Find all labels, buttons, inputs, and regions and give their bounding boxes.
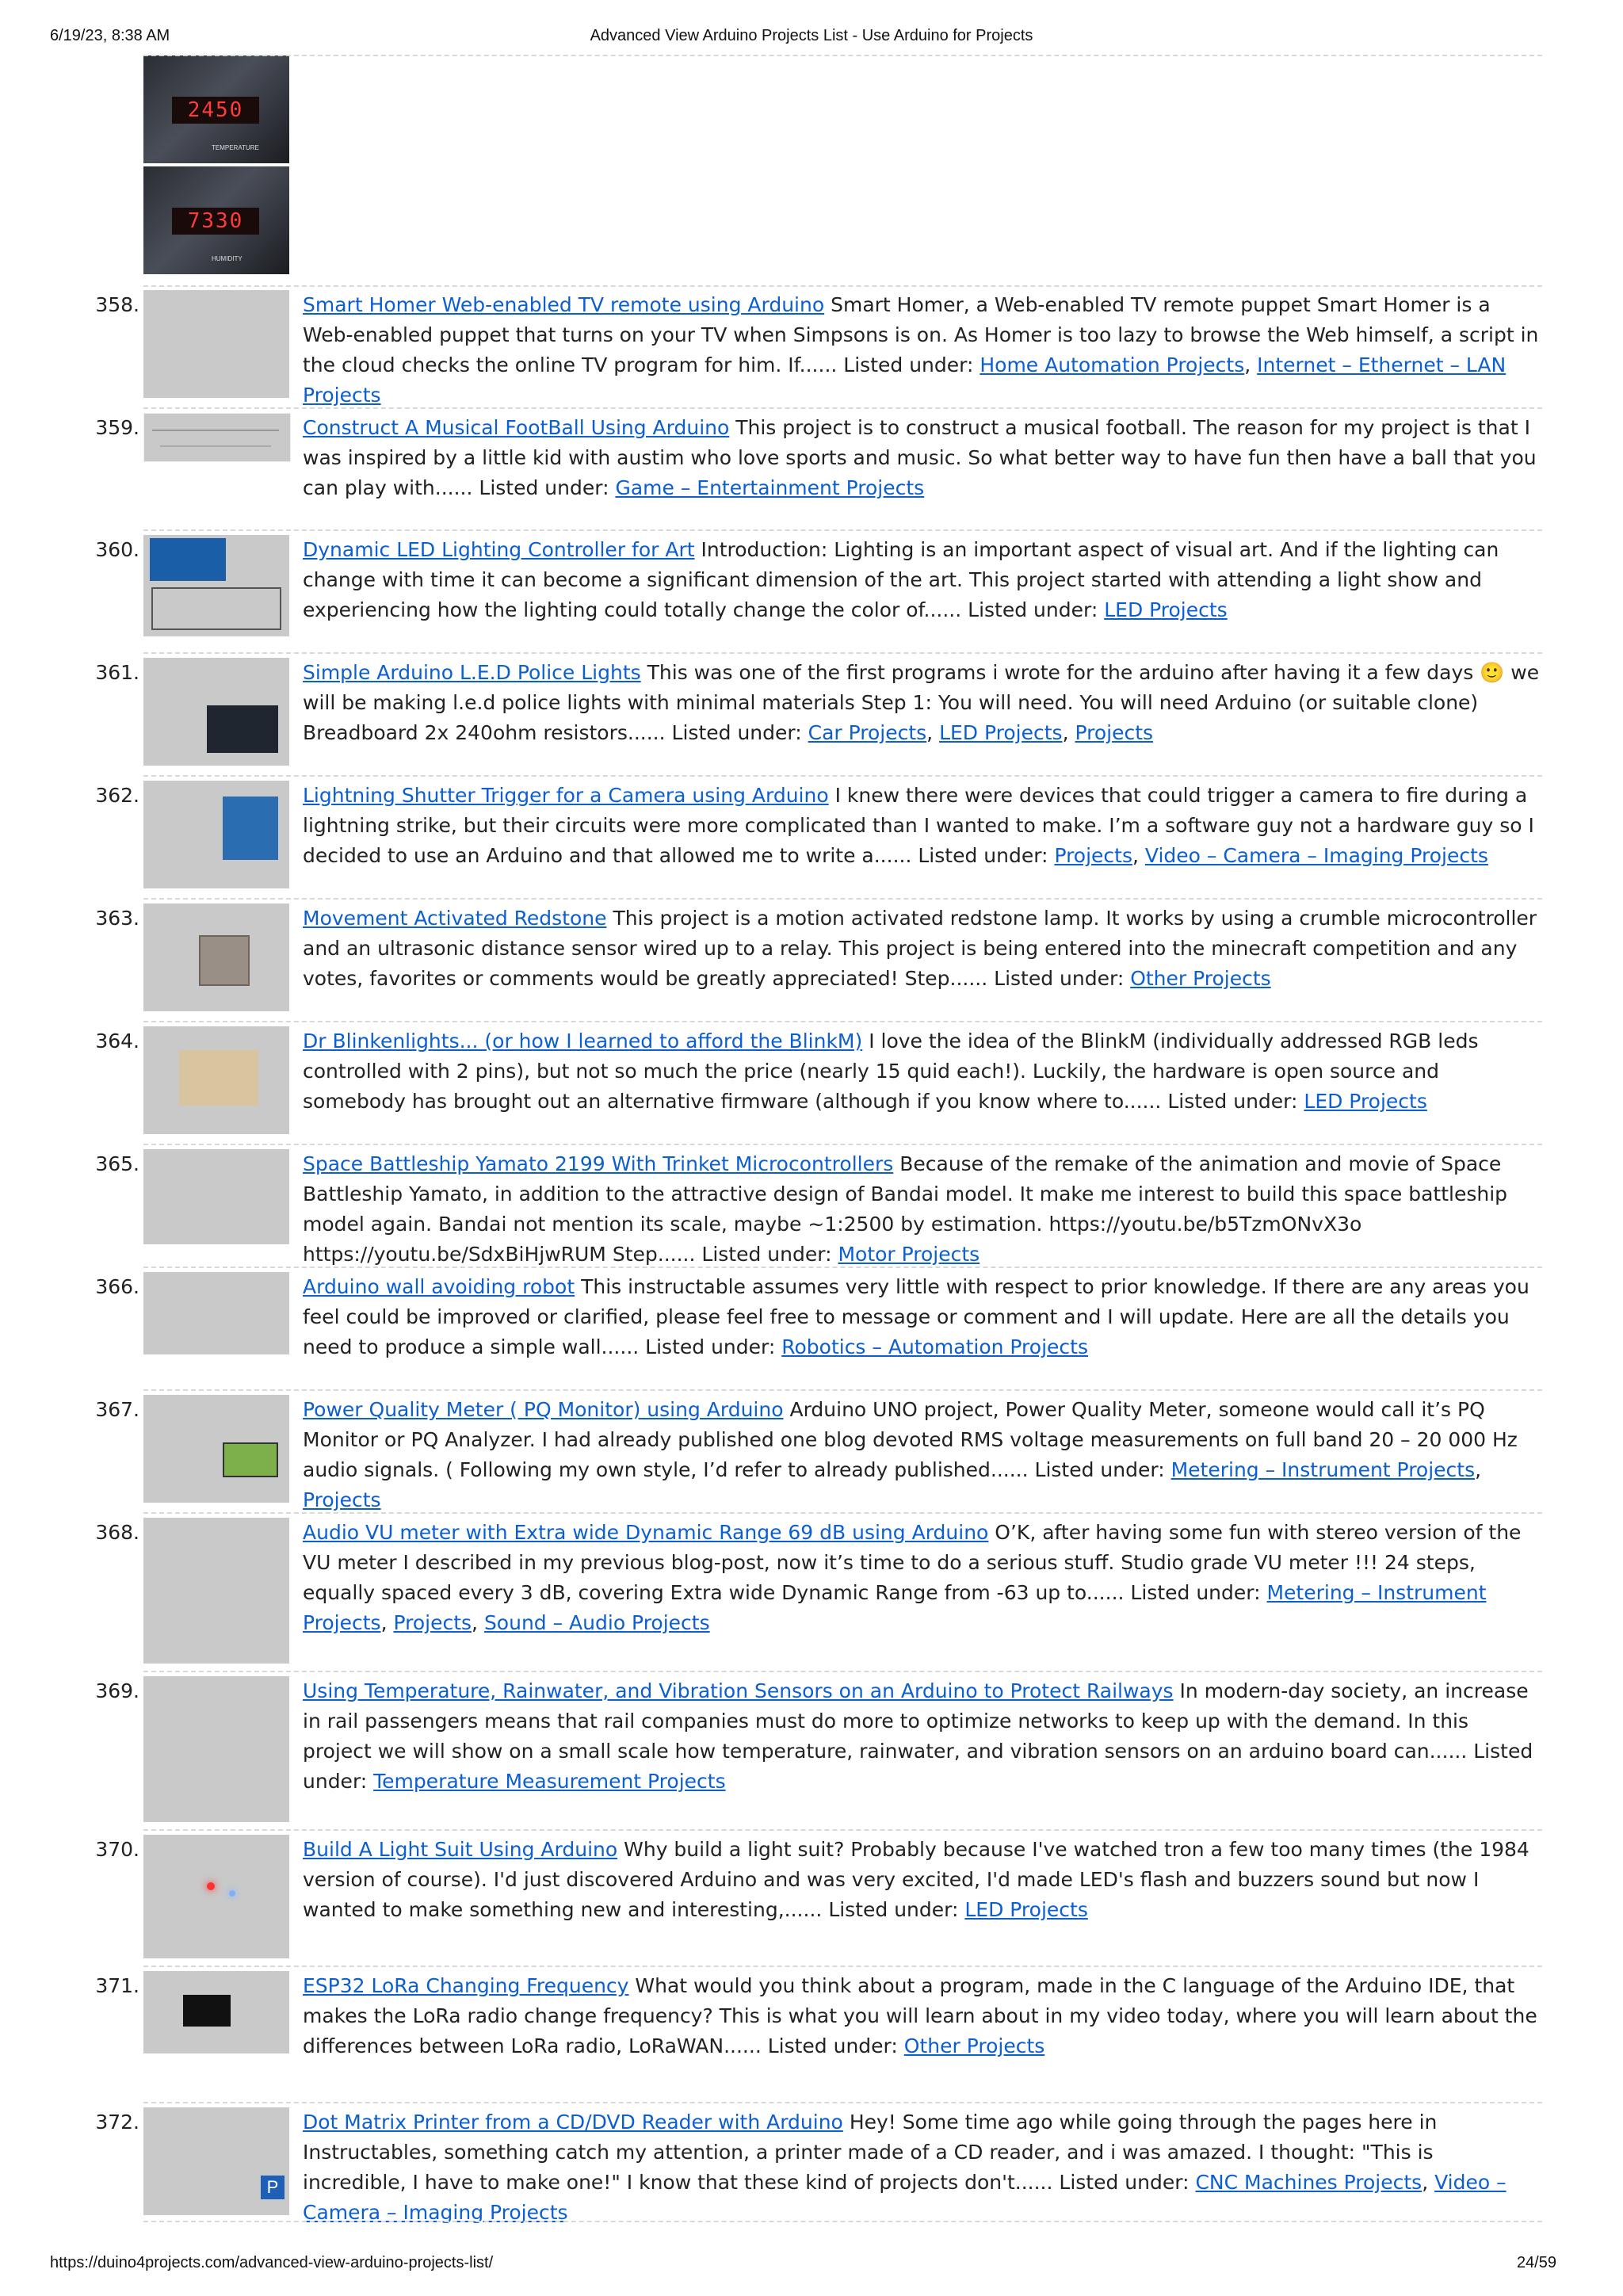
item-title-link[interactable]: Dr Blinkenlights... (or how I learned to afford the BlinkM)	[303, 1030, 863, 1052]
item-thumbnail[interactable]	[143, 1395, 289, 1503]
item-description: Hey! Some time ago while going through the pages here in Instructables, something catch my attention, a printer made of a CD reader, and i was amazed. I thought: "This is incredible, I have to make one!" I know that these kind of projects don't......	[303, 2111, 1438, 2194]
separator	[143, 1966, 1542, 1967]
item-number: 370.	[95, 1838, 139, 1861]
category-link[interactable]: Motor Projects	[838, 1243, 980, 1266]
item-number: 369.	[95, 1679, 139, 1702]
item-number: 358.	[95, 293, 139, 316]
category-link[interactable]: Other Projects	[903, 2034, 1045, 2057]
page-indicator: 24/59	[1516, 2254, 1556, 2271]
item-title-link[interactable]: Power Quality Meter ( PQ Monitor) using Arduino	[303, 1398, 784, 1421]
listed-under-label: Listed under:	[968, 598, 1098, 621]
item-description: This was one of the first programs i wrote for the arduino after having it a few days 🙂 we will be making l.e.d police lights with minimal materials Step 1: You will need. You will need Arduino (or suitable clone) Breadboard 2x 240ohm resistors......	[303, 661, 1540, 744]
item-description: This project is to construct a musical football. The reason for my project is that I was inspired by a little kid with austim who love sports and music. So what better way to have fun then have a ball that you can play with......	[303, 416, 1537, 499]
listed-under-label: Listed under:	[479, 476, 609, 499]
print-url: https://duino4projects.com/advanced-view-arduino-projects-list/	[50, 2254, 494, 2271]
category-link[interactable]: Home Automation Projects	[980, 353, 1245, 376]
category-link[interactable]: Projects	[393, 1611, 472, 1634]
item-title-link[interactable]: Arduino wall avoiding robot	[303, 1275, 575, 1298]
category-link[interactable]: LED Projects	[1104, 598, 1228, 621]
item-text: Smart Homer Web-enabled TV remote using Arduino Smart Homer, a Web-enabled TV remote puppet Smart Homer is a Web-enabled puppet that turns on your TV when Simpsons is on. As Homer is too lazy to browse the Web himself, a script in the cloud checks the online TV program for him. If...... Listed under: Home Automation Projects, Internet – Ethernet – LAN Projects	[303, 293, 1539, 407]
category-link[interactable]: Metering – Instrument Projects	[303, 1581, 1487, 1634]
display-caption: TEMPERATURE	[212, 144, 259, 151]
item-thumbnail[interactable]	[143, 413, 291, 462]
item-title-link[interactable]: Using Temperature, Rainwater, and Vibration Sensors on an Arduino to Protect Railways	[303, 1679, 1174, 1702]
listed-under-label: Listed under:	[645, 1335, 776, 1358]
item-number: 366.	[95, 1275, 139, 1298]
category-link[interactable]: LED Projects	[939, 721, 1063, 744]
separator	[143, 1512, 1542, 1514]
separator	[143, 1389, 1542, 1391]
print-datetime: 6/19/23, 8:38 AM	[50, 27, 170, 44]
item-thumbnail[interactable]	[143, 904, 289, 1011]
item-text: Power Quality Meter ( PQ Monitor) using Arduino Arduino UNO project, Power Quality Meter, someone would call it’s PQ Monitor or PQ Analyzer. I had already published one blog devoted RMS voltage measurements on full band 20 – 20 000 Hz audio signals. ( Following my own style, I’d refer to already published...... Listed under: Metering – Instrument Projects, Projects	[303, 1398, 1518, 1511]
previous-item-continuation	[143, 55, 1542, 285]
item-title-link[interactable]: Simple Arduino L.E.D Police Lights	[303, 661, 641, 684]
listed-under-label: Listed under:	[843, 353, 974, 376]
item-number: 365.	[95, 1152, 139, 1175]
listed-under-label: Listed under:	[828, 1898, 959, 1921]
separator	[143, 1021, 1542, 1022]
separator	[143, 55, 1542, 56]
item-description: O’K, after having some fun with stereo version of the VU meter I described in my previous blog-post, now it’s time to do a serious stuff. Studio grade VU meter !!! 24 steps, equally spaced every 3 dB, covering Extra wide Dynamic Range from -63 up to......	[303, 1521, 1522, 1604]
item-description: This project is a motion activated redstone lamp. It works by using a crumble microcontroller and an ultrasonic distance sensor wired up to a relay. This project is being entered into the minecraft competition and any votes, favorites or comments would be greatly appreciated! Step......	[303, 907, 1537, 990]
item-thumbnail[interactable]	[143, 1518, 289, 1664]
category-link[interactable]: Video – Camera – Imaging Projects	[303, 2171, 1507, 2224]
listed-under-label: Listed under:	[994, 967, 1125, 990]
item-text	[303, 1026, 1542, 1117]
category-link[interactable]: Video – Camera – Imaging Projects	[1144, 844, 1488, 867]
item-text	[303, 1272, 1542, 1362]
item-number: 363.	[95, 907, 139, 930]
item-thumbnail[interactable]	[143, 2107, 289, 2215]
separator	[143, 1671, 1542, 1672]
category-link[interactable]: LED Projects	[1304, 1090, 1427, 1113]
item-description: Introduction: Lighting is an important aspect of visual art. And if the lighting can change with time it can become a significant dimension of the art. This project started with attending a light show and experiencing how the lighting could totally change the color of......	[303, 538, 1499, 621]
item-description: I knew there were devices that could trigger a camera to fire during a lightning strike, but their circuits were more complicated than I wanted to make. I’m a software guy not a hardware guy so I decided to use an Arduino and that allowed me to write a......	[303, 784, 1534, 867]
item-thumbnail[interactable]	[143, 781, 289, 888]
item-thumbnail[interactable]	[143, 1149, 289, 1244]
item-thumbnail[interactable]	[143, 1026, 289, 1134]
item-text: Dot Matrix Printer from a CD/DVD Reader with Arduino Hey! Some time ago while going through the pages here in Instructables, something catch my attention, a printer made of a CD reader, and i was amazed. I thought: "This is incredible, I have to make one!" I know that these kind of projects don't...... Listed under: CNC Machines Projects, Video – Camera – Imaging Projects	[303, 2111, 1507, 2224]
item-number: 364.	[95, 1030, 139, 1052]
item-title-link[interactable]: Dynamic LED Lighting Controller for Art	[303, 538, 695, 561]
item-title-link[interactable]: Dot Matrix Printer from a CD/DVD Reader with Arduino	[303, 2111, 843, 2134]
category-link[interactable]: Game – Entertainment Projects	[615, 476, 925, 499]
item-text	[303, 904, 1542, 994]
category-link[interactable]: Robotics – Automation Projects	[781, 1335, 1088, 1358]
listed-under-label: Listed under:	[1130, 1581, 1261, 1604]
listed-under-label: Listed under:	[1034, 1458, 1165, 1481]
item-title-link[interactable]: Audio VU meter with Extra wide Dynamic Range 69 dB using Arduino	[303, 1521, 989, 1544]
item-thumbnail[interactable]	[143, 535, 289, 636]
item-description: What would you think about a program, made in the C language of the Arduino IDE, that makes the LoRa radio change frequency? This is what you will learn about in my video today, where you will learn about the differences between LoRa radio, LoRaWAN......	[303, 1974, 1537, 2057]
category-link[interactable]: Other Projects	[1130, 967, 1271, 990]
item-number: 362.	[95, 784, 139, 807]
listed-under-label: Listed under:	[1167, 1090, 1298, 1113]
item-description: I love the idea of the BlinkM (individually addressed RGB leds controlled with 2 pins), but not so much the price (nearly 15 quid each!). Luckily, the hardware is open source and somebody has brought out an alternative firmware (although if you know where to......	[303, 1030, 1479, 1113]
category-link[interactable]: Internet – Ethernet – LAN Projects	[303, 353, 1507, 407]
item-thumbnail[interactable]	[143, 658, 289, 766]
item-description: In modern-day society, an increase in rail passengers means that rail companies must do more to optimize networks to keep up with the demand. In this project we will show on a small scale how temperature, rainwater, and vibration sensors on an arduino board can......	[303, 1679, 1529, 1763]
parking-icon: P	[261, 2176, 285, 2199]
item-thumbnail[interactable]	[143, 1676, 289, 1822]
category-link[interactable]: LED Projects	[964, 1898, 1088, 1921]
item-text: Audio VU meter with Extra wide Dynamic Range 69 dB using Arduino O’K, after having some fun with stereo version of the VU meter I described in my previous blog-post, now it’s time to do a serious stuff. Studio grade VU meter !!! 24 steps, equally spaced every 3 dB, covering Extra wide Dynamic Range from -63 up to...... Listed under: Metering – Instrument Projects, Projects, Sound – Audio Projects	[303, 1521, 1522, 1634]
item-description: Because of the remake of the animation and movie of Space Battleship Yamato, in addition to the attractive design of Bandai model. It make me interest to build this space battleship model again. Bandai not mention its scale, maybe ~1:2500 by estimation. https://youtu.be/b5TzmONvX3o https://youtu.be/SdxBiHjwRUM Step......	[303, 1152, 1508, 1266]
listed-under-label: Listed under:	[303, 1740, 1533, 1793]
separator	[143, 775, 1542, 777]
item-thumbnail[interactable]	[143, 290, 289, 398]
item-thumbnail[interactable]	[143, 1971, 289, 2053]
listed-under-label: Listed under:	[767, 2034, 898, 2057]
separator	[143, 407, 1542, 409]
item-text	[303, 1835, 1542, 1925]
item-title-link[interactable]: Smart Homer Web-enabled TV remote using Arduino	[303, 293, 825, 316]
item-number: 360.	[95, 538, 139, 561]
item-description: This instructable assumes very little with respect to prior knowledge. If there are any areas you feel could be improved or clarified, please feel free to message or comment and I will update. Here are all the details you need to produce a simple wall......	[303, 1275, 1529, 1358]
category-link[interactable]: Sound – Audio Projects	[483, 1611, 710, 1634]
separator	[143, 2221, 1542, 2222]
item-description: Why build a light suit? Probably because I've watched tron a few too many times (the 1984 version of course). I'd just discovered Arduino and was very excited, I'd made LED's flash and buzzers sound but now I wanted to make something new and interesting,......	[303, 1838, 1529, 1921]
previous-item-thumbnail[interactable]	[143, 166, 289, 274]
item-title-link[interactable]: Space Battleship Yamato 2199 With Trinket Microcontrollers	[303, 1152, 894, 1175]
item-title-link[interactable]: Movement Activated Redstone	[303, 907, 607, 930]
item-title-link[interactable]: ESP32 LoRa Changing Frequency	[303, 1974, 629, 1997]
separator	[143, 285, 1542, 287]
separator	[143, 1829, 1542, 1831]
item-text	[303, 1149, 1542, 1270]
category-link[interactable]: Projects	[1054, 844, 1132, 867]
print-header	[0, 0, 1623, 63]
previous-item-thumbnail[interactable]	[143, 55, 289, 163]
separator	[143, 2102, 1542, 2103]
listed-under-label: Listed under:	[671, 721, 802, 744]
item-title-link[interactable]: Lightning Shutter Trigger for a Camera using Arduino	[303, 784, 829, 807]
item-number: 368.	[95, 1521, 139, 1544]
separator	[143, 1144, 1542, 1145]
category-link[interactable]: Metering – Instrument Projects	[1170, 1458, 1476, 1481]
item-text: Lightning Shutter Trigger for a Camera using Arduino I knew there were devices that could trigger a camera to fire during a lightning strike, but their circuits were more complicated than I wanted to make. I’m a software guy not a hardware guy so I decided to use an Arduino and that allowed me to write a...... Listed under: Projects, Video – Camera – Imaging Projects	[303, 784, 1534, 867]
item-thumbnail[interactable]	[143, 1272, 289, 1354]
item-thumbnail[interactable]	[143, 1835, 289, 1958]
separator	[143, 1266, 1542, 1268]
separator	[143, 898, 1542, 900]
display-caption: HUMIDITY	[212, 255, 242, 262]
item-text	[303, 535, 1542, 625]
item-description: Arduino UNO project, Power Quality Meter, someone would call it’s PQ Monitor or PQ Analyzer. I had already published one blog devoted RMS voltage measurements on full band 20 – 20 000 Hz audio signals. ( Following my own style, I’d refer to already published......	[303, 1398, 1518, 1481]
item-number: 371.	[95, 1974, 139, 1997]
category-link[interactable]: Car Projects	[808, 721, 927, 744]
item-text	[303, 1676, 1542, 1797]
item-text: Simple Arduino L.E.D Police Lights This was one of the first programs i wrote for the arduino after having it a few days 🙂 we will be making l.e.d police lights with minimal materials Step 1: You will need. You will need Arduino (or suitable clone) Breadboard 2x 240ohm resistors...... Listed under: Car Projects, LED Projects, Projects	[303, 661, 1540, 744]
item-text	[303, 1971, 1542, 2061]
display-readout: 7330	[172, 208, 259, 235]
category-link[interactable]: Projects	[303, 1488, 381, 1511]
item-number: 361.	[95, 661, 139, 684]
separator	[143, 652, 1542, 654]
item-number: 372.	[95, 2111, 139, 2134]
item-description: Smart Homer, a Web-enabled TV remote puppet Smart Homer is a Web-enabled puppet that turns on your TV when Simpsons is on. As Homer is too lazy to browse the Web himself, a script in the cloud checks the online TV program for him. If......	[303, 293, 1539, 376]
category-link[interactable]: Temperature Measurement Projects	[373, 1770, 726, 1793]
item-title-link[interactable]: Build A Light Suit Using Arduino	[303, 1838, 618, 1861]
listed-under-label: Listed under:	[701, 1243, 832, 1266]
item-number: 367.	[95, 1398, 139, 1421]
category-link[interactable]: Projects	[1075, 721, 1154, 744]
item-title-link[interactable]: Construct A Musical FootBall Using Arduino	[303, 416, 730, 439]
category-link[interactable]: CNC Machines Projects	[1195, 2171, 1423, 2194]
item-number: 359.	[95, 416, 139, 439]
listed-under-label: Listed under:	[1059, 2171, 1190, 2194]
listed-under-label: Listed under:	[918, 844, 1048, 867]
print-page-title: Advanced View Arduino Projects List - Use Arduino for Projects	[590, 27, 1033, 44]
separator	[143, 529, 1542, 531]
display-readout: 2450	[172, 97, 259, 124]
print-footer	[0, 2243, 1623, 2275]
item-text	[303, 413, 1542, 503]
